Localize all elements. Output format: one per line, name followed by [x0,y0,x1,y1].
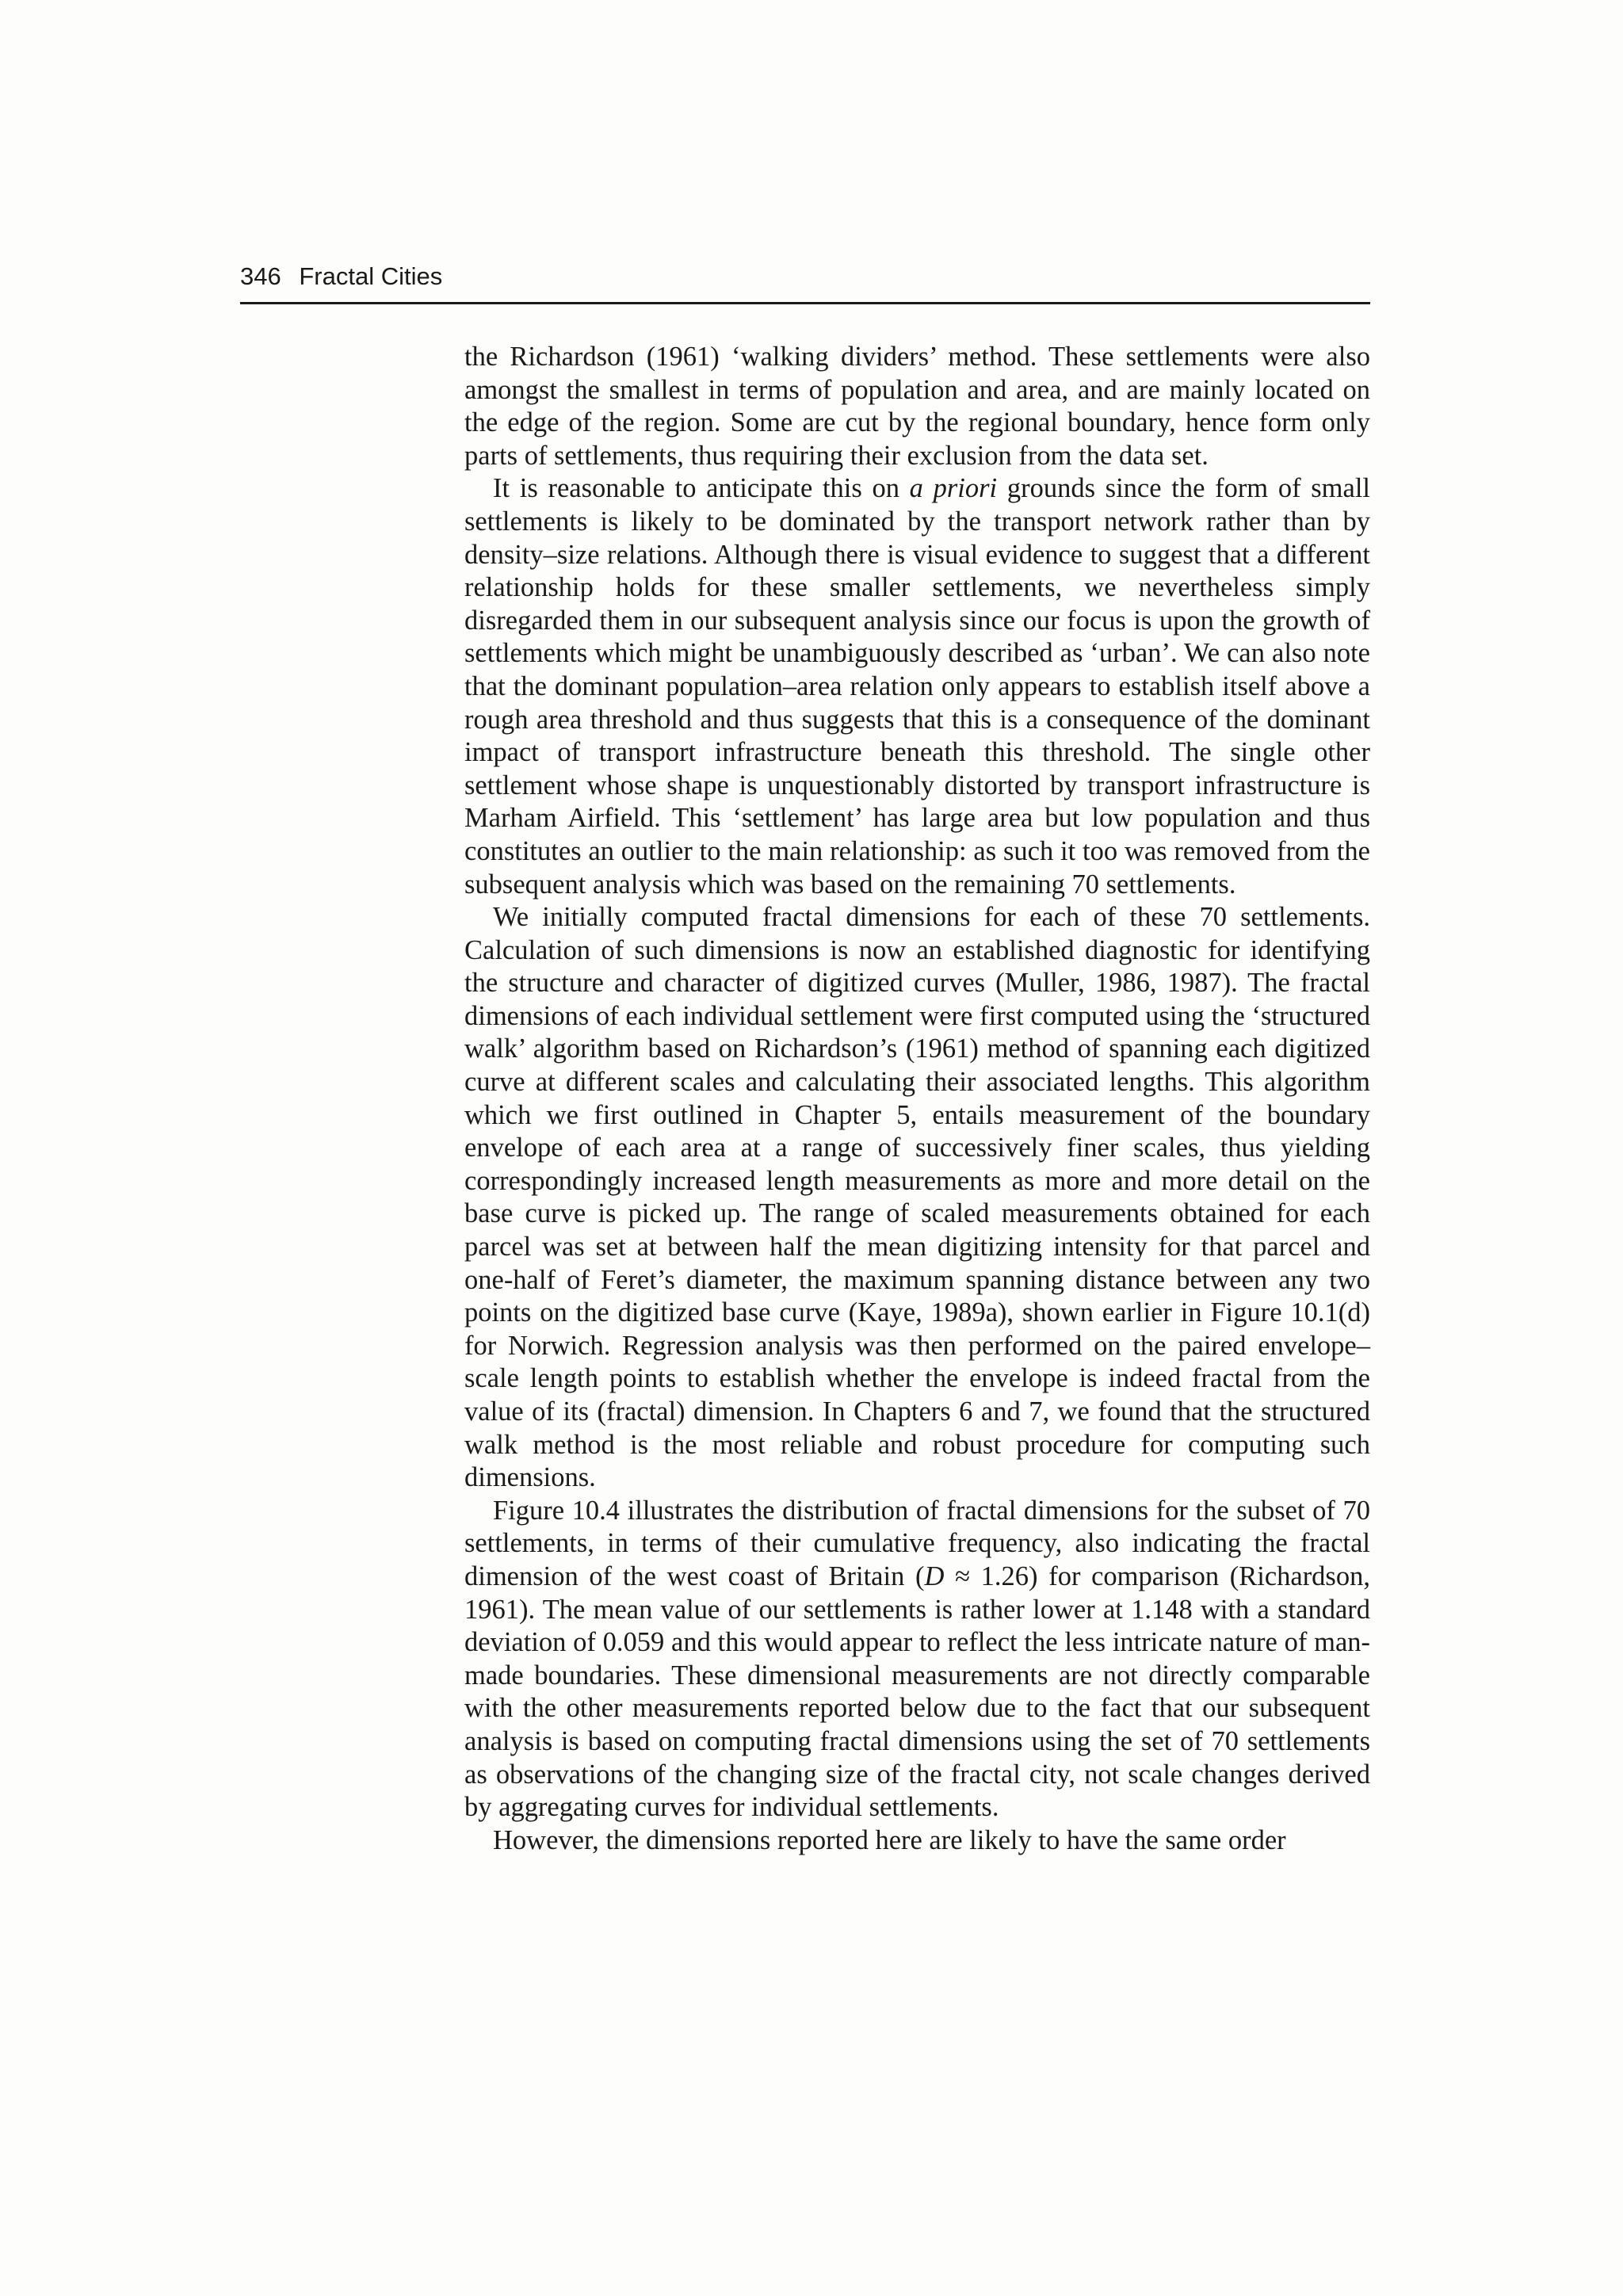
italic-text: a priori [909,473,998,504]
italic-text: D [924,1561,945,1591]
paragraph-text: the Richardson (1961) ‘walking dividers’ method. These settlements were also amongst the smallest in terms of population and area, and are mainly located on the edge of the region. Some are cut by the regional boundary, hence form only parts of settlements, thus requiring their exclusion from the data set. [464,342,1370,471]
body-text [464,341,1370,1857]
paragraph-text: However, the dimensions reported here are likely to have the same order [493,1824,1286,1855]
paragraph-text: ≈ 1.26) for comparison (Richardson, 1961). The mean value of our settlements is rather lower at 1.148 with a standard deviation of 0.059 and this would appear to reflect the less intricate nature of man-made boundaries. These dimensional measurements are not directly comparable with the other measurements reported below due to the fact that our subsequent analysis is based on computing fractal dimensions using the set of 70 settlements as observations of the changing size of the fractal city, not scale changes derived by aggregating curves for individual settlements. [464,1561,1370,1823]
paragraph-text: grounds since the form of small settlements is likely to be dominated by the transport network rather than by density–size relations. Although there is visual evidence to suggest that a different relationship holds for these smaller settlements, we nevertheless simply disregarded them in our subsequent analysis since our focus is upon the growth of settlements which might be unambiguously described as ‘urban’. We can also note that the dominant population–area relation only appears to establish itself above a rough area threshold and thus suggests that this is a consequence of the dominant impact of transport infrastructure beneath this threshold. The single other settlement whose shape is unquestionably distorted by transport infrastructure is Marham Airfield. This ‘settlement’ has large area but low population and thus constitutes an outlier to the main relationship: as such it too was removed from the subsequent analysis which was based on the remaining 70 settlements. [464,473,1370,900]
paragraph [464,901,1370,1495]
paragraph-text: Figure 10.4 illustrates the distribution of fractal dimensions for the subset of 70 settlements, in terms of their cumulative frequency, also indicating the fractal dimension of the west coast of Britain ( [464,1495,1370,1591]
running-header [240,261,1370,304]
paragraph-text: We initially computed fractal dimensions for each of these 70 settlements. Calculation of such dimensions is now an established diagnostic for identifying the structure and character of digitized curves (Muller, 1986, 1987). The fractal dimensions of each individual settlement were first computed using the ‘structured walk’ algorithm based on Richardson’s (1961) method of spanning each digitized curve at different scales and calculating their associated lengths. This algorithm which we first outlined in Chapter 5, entails measurement of the boundary envelope of each area at a range of successively finer scales, thus yielding correspondingly increased length measurements as more and more detail on the base curve is picked up. The range of scaled measurements obtained for each parcel was set at between half the mean digitizing intensity for that parcel and one-half of Feret’s diameter, the maximum spanning distance between any two points on the digitized base curve (Kaye, 1989a), shown earlier in Figure 10.1(d) for Norwich. Regression analysis was then performed on the paired envelope–scale length points to establish whether the envelope is indeed fractal from the value of its (fractal) dimension. In Chapters 6 and 7, we found that the structured walk method is the most reliable and robust procedure for computing such dimensions. [464,902,1370,1493]
paragraph [464,1824,1370,1858]
paragraph [464,341,1370,472]
paragraph [464,1495,1370,1824]
running-title: Fractal Cities [299,262,443,290]
paragraph [464,472,1370,901]
paragraph-text: It is reasonable to anticipate this on [493,473,910,504]
page-number: 346 [240,262,281,290]
